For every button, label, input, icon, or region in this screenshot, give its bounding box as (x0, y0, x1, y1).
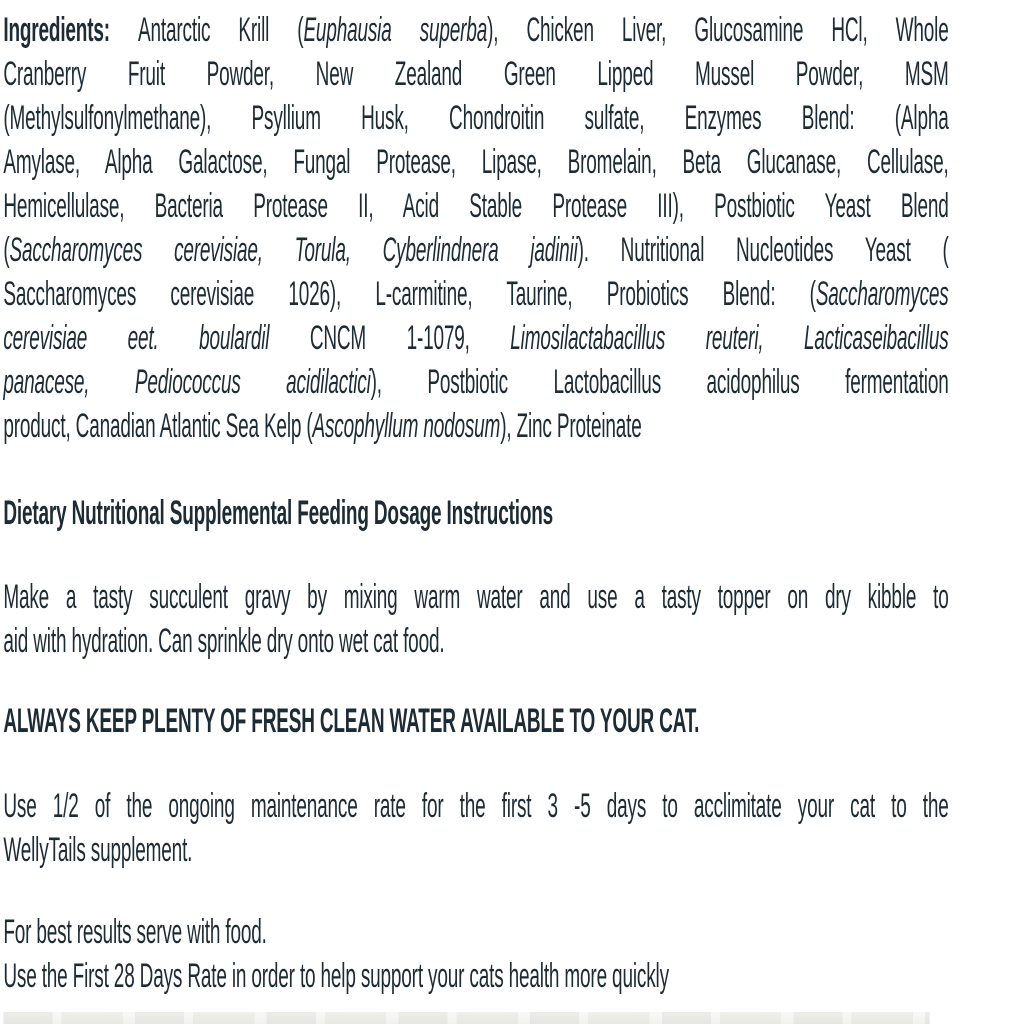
text-run-regular: Amylase, Alpha Galactose, Fungal Protease, Lipase, Bromelain, Beta Glucanase, Cellulase, (3, 143, 949, 181)
text-run-regular: ), Zinc Proteinate (500, 407, 642, 445)
text-line (3, 316, 948, 360)
text-run-regular: product, Canadian Atlantic Sea Kelp ( (3, 407, 313, 445)
text-run-regular: CNCM 1-1079, (269, 319, 511, 357)
text-run-regular: (Methylsulfonylmethane), Psyllium Husk, Chondroitin sulfate, Enzymes Blend: (Alpha (3, 99, 949, 137)
text-run-italic: cerevisiae eet. boulardil (3, 319, 270, 357)
text-run-regular: ), Chicken Liver, Glucosamine HCl, Whole (487, 11, 949, 49)
text-run-regular: Antarctic Krill ( (138, 11, 304, 49)
water-warning-heading: ALWAYS KEEP PLENTY OF FRESH CLEAN WATER AVAILABLE TO YOUR CAT. (3, 702, 700, 740)
text-run-italic: Limosilactabacillus reuteri, Lacticaseibacillus (510, 319, 949, 357)
text-run-regular: Cranberry Fruit Powder, New Zealand Green Lipped Mussel Powder, MSM (3, 55, 949, 93)
text-run-regular: ), Postbiotic Lactobacillus acidophilus fermentation (370, 363, 949, 401)
text-line (3, 404, 948, 448)
text-run-regular: ( (3, 231, 10, 269)
serving-tips-paragraph (3, 910, 948, 998)
text-run-italic: Ascophyllum nodosum (312, 407, 501, 445)
cutoff-text-strip (3, 1012, 929, 1024)
text-run-bold: Ingredients: (3, 11, 139, 49)
text-run-italic: Euphausia superba (303, 11, 488, 49)
text-line (3, 52, 948, 96)
text-run-regular: Use the First 28 Days Rate in order to help support your cats health more quickly (3, 957, 669, 995)
text-line (3, 228, 948, 272)
text-line (3, 360, 948, 404)
text-line (3, 954, 948, 998)
text-run-italic: panacese, Pediococcus acidilactici (3, 363, 371, 401)
text-run-regular: Make a tasty succulent gravy by mixing warm water and use a tasty topper on dry kibble to (3, 578, 949, 616)
text-run-regular: WellyTails supplement. (3, 831, 193, 869)
gravy-instructions-paragraph (3, 575, 948, 663)
text-run-regular: Use 1/2 of the ongoing maintenance rate for the first 3 -5 days to acclimitate your cat to the (3, 787, 949, 825)
text-line (3, 784, 948, 828)
text-line (3, 8, 948, 52)
acclimation-paragraph (3, 784, 948, 872)
text-line (3, 184, 948, 228)
text-line (3, 575, 948, 619)
text-line (3, 619, 948, 663)
text-line (3, 910, 948, 954)
text-line (3, 140, 948, 184)
text-run-regular: aid with hydration. Can sprinkle dry onto wet cat food. (3, 622, 445, 660)
text-run-regular: ). Nutritional Nucleotides Yeast ( (577, 231, 949, 269)
text-line (3, 828, 948, 872)
text-run-regular: Saccharomyces cerevisiae 1026), L-carmitine, Taurine, Probiotics Blend: ( (3, 275, 816, 313)
ingredients-paragraph (3, 8, 948, 448)
text-run-regular: Hemicellulase, Bacteria Protease II, Acid Stable Protease III), Postbiotic Yeast Blend (3, 187, 949, 225)
text-line (3, 272, 948, 316)
text-run-regular: For best results serve with food. (3, 913, 267, 951)
text-line (3, 96, 948, 140)
text-run-italic: Saccharomyces (815, 275, 949, 313)
text-run-italic: Saccharomyces cerevisiae, Torula, Cyberlindnera jadinii (9, 231, 578, 269)
dosage-instructions-heading: Dietary Nutritional Supplemental Feeding Dosage Instructions (3, 494, 554, 532)
